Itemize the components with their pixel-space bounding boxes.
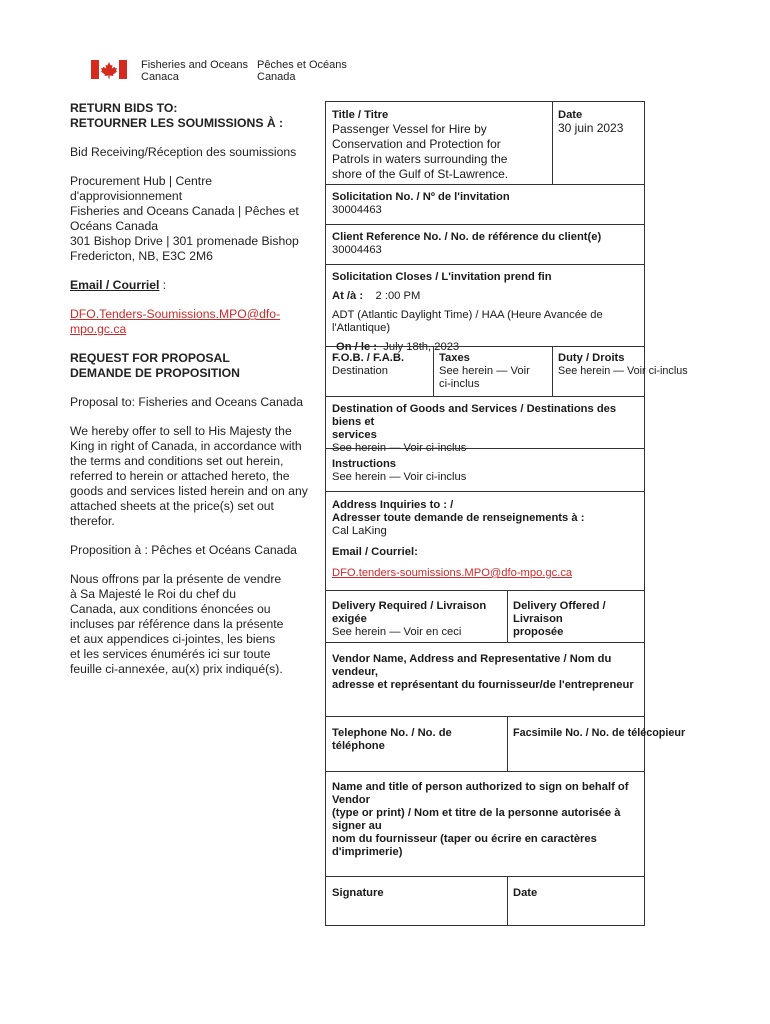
title-line: Conservation and Protection for [332, 137, 501, 151]
offer-text-fr [70, 572, 320, 677]
rfp-heading-fr: DEMANDE DE PROPOSITION [70, 366, 240, 380]
delivery-required-line1: Delivery Required / Livraison [332, 600, 487, 612]
date-value: 30 juin 2023 [558, 121, 624, 135]
closes-at-row [332, 290, 638, 303]
canada-flag-icon [91, 60, 127, 79]
title-line: shore of the Gulf of St-Lawrence. [332, 167, 509, 181]
vendor-label-line1: Vendor Name, Address and Representative / Nom du vendeur, [332, 653, 612, 678]
offer-fr-line: et les services énumérés ici sur toute [70, 647, 271, 661]
on-label: On / le : [336, 341, 378, 353]
duty-cell [552, 349, 688, 381]
authorized-person-cell[interactable] [326, 778, 644, 874]
authorized-line1: Name and title of person authorized to sign on behalf of Vendor [332, 781, 629, 806]
instructions-value: See herein — Voir ci-inclus [332, 471, 467, 483]
closes-label: Solicitation Closes / L'invitation prend fin [332, 271, 552, 283]
offer-fr-line: feuille ci-annexée, au(x) prix indiqué(s). [70, 662, 283, 676]
solicitation-label: Solicitation No. / Nº de l'invitation [332, 191, 510, 203]
contact-email-link[interactable]: DFO.tenders-soumissions.MPO@dfo-mpo.gc.ca [332, 567, 573, 579]
authorized-line3: nom du fournisseur (taper ou écrire en caractères d'imprimerie) [332, 833, 597, 858]
offer-en-line: therefor. [70, 514, 115, 528]
client-ref-label: Client Reference No. / No. de référence du client(e) [332, 231, 602, 243]
offer-en-line: goods and services listed herein and on any [70, 484, 308, 498]
destination-label-line2: services [332, 429, 377, 441]
address-line: d'approvisionnement [70, 189, 183, 203]
left-column [70, 101, 320, 677]
signature-date-cell[interactable] [507, 884, 644, 924]
offer-en-line: the terms and conditions set out herein, [70, 454, 284, 468]
taxes-value-line1: See herein — Voir [439, 365, 530, 377]
date-cell [552, 106, 644, 138]
address-inquiries-value: Cal LaKing [332, 525, 387, 537]
address-inquiries-line2: Adresser toute demande de renseignements à : [332, 512, 585, 524]
title-line: Passenger Vessel for Hire by [332, 122, 487, 136]
title-cell [326, 106, 554, 185]
department-en-line2: Canaca [141, 71, 179, 83]
delivery-required-line2: exigée [332, 613, 367, 625]
department-name-fr [257, 59, 347, 83]
offer-en-line: We hereby offer to sell to His Majesty the [70, 424, 292, 438]
solicitation-value: 30004463 [332, 204, 382, 216]
fob-cell [326, 349, 434, 381]
taxes-value-line2: ci-inclus [439, 378, 480, 390]
address-line: 301 Bishop Drive | 301 promenade Bishop [70, 234, 299, 248]
offer-fr-line: à Sa Majesté le Roi du chef du [70, 587, 236, 601]
email-label-colon: : [159, 278, 167, 292]
delivery-offered-line1: Delivery Offered / Livraison [513, 600, 606, 625]
delivery-required-value: See herein — Voir en ceci [332, 626, 462, 638]
destination-label-line1: Destination of Goods and Services / Destinations des biens et [332, 403, 617, 428]
telephone-label-line2: téléphone [332, 740, 385, 752]
offer-en-line: referred to herein or attached hereto, the [70, 469, 290, 483]
offer-fr-line: Nous offrons par la présente de vendre [70, 572, 282, 586]
title-line: Patrols in waters surrounding the [332, 152, 508, 166]
telephone-cell[interactable] [326, 724, 508, 756]
solicitation-cell [326, 188, 644, 220]
date-label: Date [558, 109, 583, 121]
telephone-label-line1: Telephone No. / No. de [332, 727, 452, 739]
timezone: ADT (Atlantic Daylight Time) / HAA (Heure Avancée de l'Atlantique) [332, 309, 603, 334]
return-bids-en: RETURN BIDS TO: [70, 101, 178, 115]
at-label: At /à : [332, 290, 364, 302]
facsimile-cell[interactable] [507, 724, 686, 743]
department-name-en [141, 59, 248, 83]
address-inquiries-line1: Address Inquiries to : / [332, 499, 454, 511]
destination-cell [326, 400, 644, 458]
department-fr-line2: Canada [257, 71, 296, 83]
return-bids-fr: RETOURNER LES SOUMISSIONS À : [70, 116, 284, 130]
vendor-cell[interactable] [326, 650, 644, 712]
at-value: 2 :00 PM [375, 290, 421, 302]
offer-fr-line: et aux appendices ci-jointes, les biens [70, 632, 276, 646]
instructions-cell [326, 455, 644, 487]
bid-receiving: Bid Receiving/Réception des soumissions [70, 145, 297, 159]
instructions-label: Instructions [332, 458, 397, 470]
offer-en-line: King in right of Canada, in accordance with [70, 439, 302, 453]
fob-label: F.O.B. / F.A.B. [332, 352, 405, 364]
signature-label: Signature [332, 887, 384, 899]
address-line: Procurement Hub | Centre [70, 174, 213, 188]
duty-label: Duty / Droits [558, 352, 625, 364]
destination-value: See herein — Voir ci-inclus [332, 442, 467, 454]
offer-fr-line: Canada, aux conditions énoncées ou [70, 602, 271, 616]
address-line: Fisheries and Oceans Canada | Pêches et [70, 204, 299, 218]
taxes-label: Taxes [439, 352, 470, 364]
taxes-cell [433, 349, 553, 394]
client-ref-value: 30004463 [332, 244, 382, 256]
closes-cell [326, 268, 644, 357]
offer-text-en [70, 424, 320, 529]
rfp-heading-en: REQUEST FOR PROPOSAL [70, 351, 230, 365]
bid-email-line2[interactable]: mpo.gc.ca [70, 322, 127, 336]
department-fr-line1: Pêches et Océans [257, 59, 347, 71]
client-ref-cell [326, 228, 644, 260]
vendor-label-line2: adresse et représentant du fournisseur/de l'entrepreneur [332, 679, 634, 691]
address-inquiries-cell [326, 496, 644, 583]
address-line: Océans Canada [70, 219, 159, 233]
duty-value: See herein — Voir ci-inclus [558, 365, 688, 377]
email-label-row [70, 278, 320, 293]
authorized-line2: (type or print) / Nom et titre de la personne autorisée à signer au [332, 807, 621, 832]
address-line: Fredericton, NB, E3C 2M6 [70, 249, 213, 263]
contact-email-label: Email / Courriel: [332, 546, 418, 558]
delivery-offered-line2: proposée [513, 626, 564, 638]
proposal-to-fr: Proposition à : Pêches et Océans Canada [70, 543, 297, 557]
signature-cell[interactable] [326, 884, 508, 924]
signature-date-label: Date [513, 887, 538, 899]
email-label: Email / Courriel [70, 278, 160, 292]
department-en-line1: Fisheries and Oceans [141, 59, 248, 71]
offer-fr-line: incluses par référence dans la présente [70, 617, 284, 631]
solicitation-form [325, 101, 688, 926]
delivery-required-cell [326, 597, 508, 642]
bid-email-line1[interactable]: DFO.Tenders-Soumissions.MPO@dfo- [70, 307, 281, 321]
fob-value: Destination [332, 365, 388, 377]
title-label: Title / Titre [332, 109, 389, 121]
on-value: July 18th, 2023 [383, 341, 460, 353]
facsimile-label: Facsimile No. / No. de télécopieur [513, 727, 686, 739]
proposal-to-en: Proposal to: Fisheries and Oceans Canada [70, 395, 304, 409]
bid-email-link[interactable] [70, 307, 320, 337]
return-address [70, 174, 320, 264]
delivery-offered-cell[interactable] [507, 597, 644, 642]
offer-en-line: attached sheets at the price(s) set out [70, 499, 274, 513]
